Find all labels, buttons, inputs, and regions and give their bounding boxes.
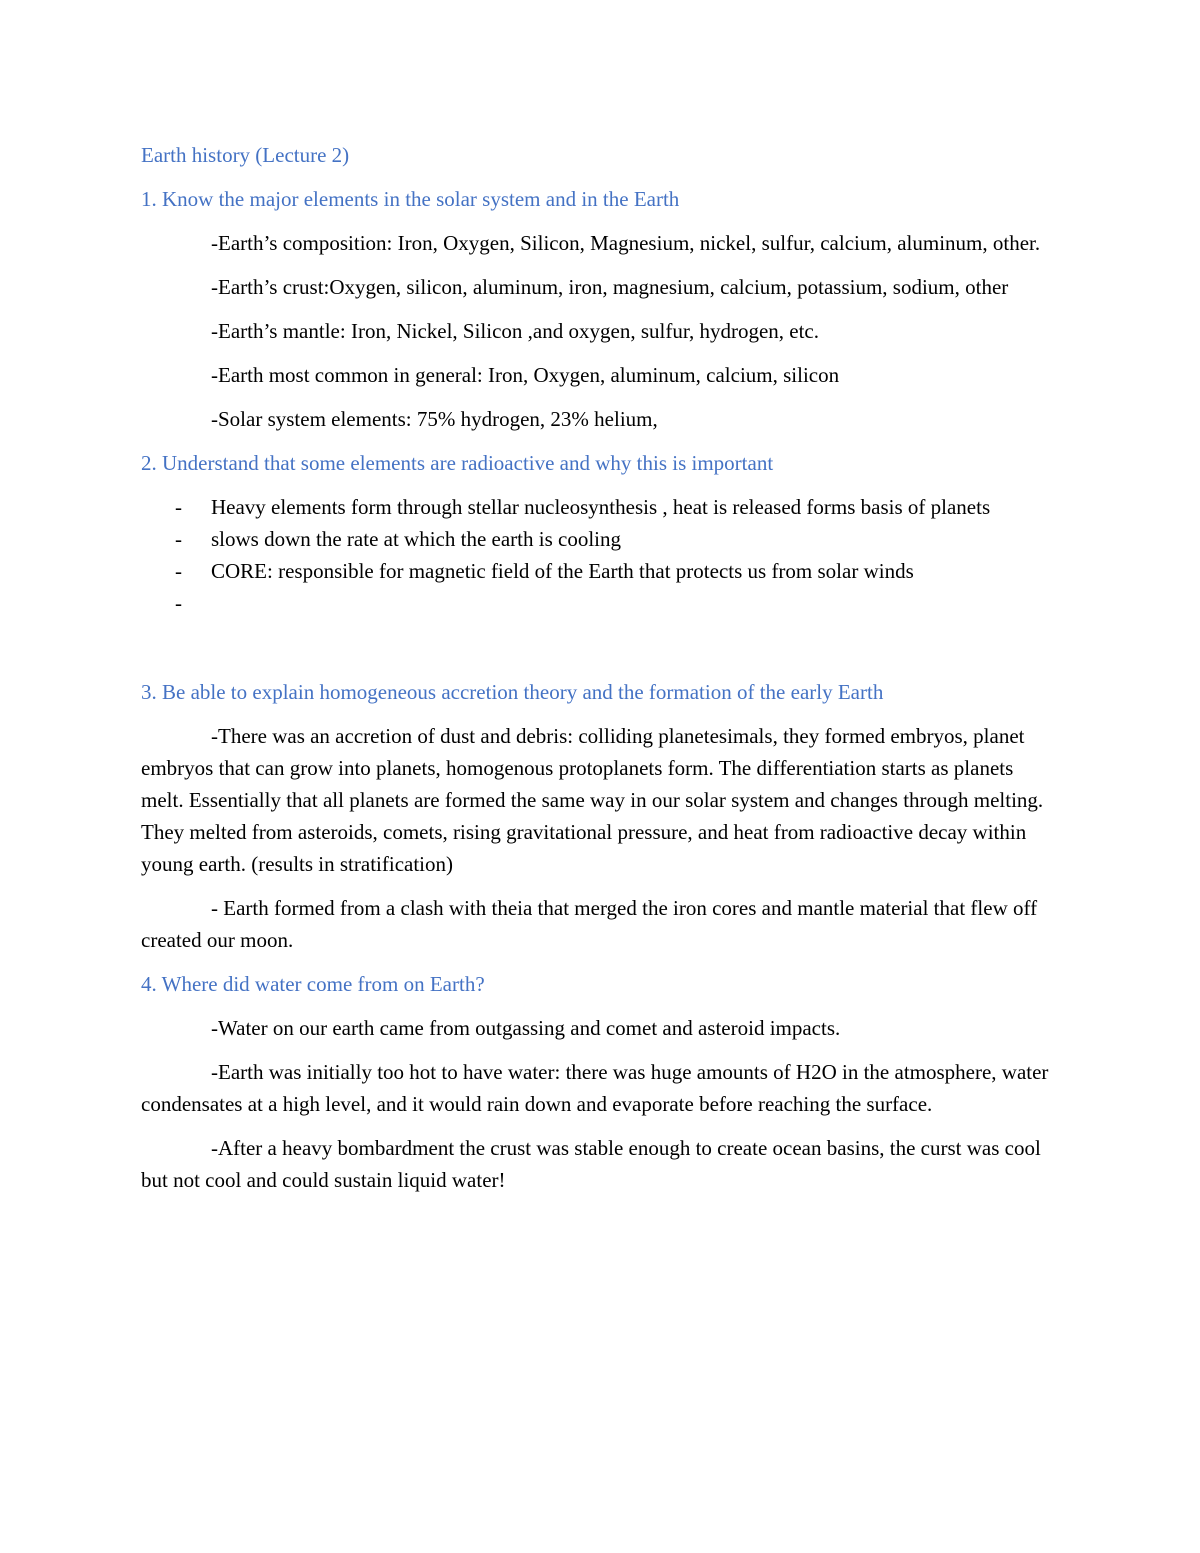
section-heading: 2. Understand that some elements are radioactive and why this is important <box>141 451 774 475</box>
list-item <box>141 555 1061 587</box>
document-content <box>141 139 1061 1208</box>
dash-bullet: - <box>175 495 182 519</box>
spacer <box>141 619 1061 676</box>
section-4 <box>141 968 1061 1196</box>
paragraph: - Earth formed from a clash with theia that merged the iron cores and mantle material that flew off created our moon. <box>141 896 1038 952</box>
paragraph: -Earth’s crust:Oxygen, silicon, aluminum, iron, magnesium, calcium, potassium, sodium, other <box>211 275 1009 299</box>
paragraph: -Earth was initially too hot to have water: there was huge amounts of H2O in the atmosphere, water condensates at a high level, and it would rain down and evaporate before reaching the surface. <box>141 1060 1049 1116</box>
section-heading: 4. Where did water come from on Earth? <box>141 972 485 996</box>
list-item <box>141 491 1061 523</box>
paragraph: -There was an accretion of dust and debris: colliding planetesimals, they formed embryos, planet embryos that can grow into planets, homogenous protoplanets form. The differentiation starts as planets melt. Essentially that all planets are formed the same way in our solar system and changes through melting. They melted from asteroids, comets, rising gravitational pressure, and heat from radioactive decay within young earth. (results in stratification) <box>141 724 1044 876</box>
list-item <box>141 523 1061 555</box>
dash-bullet: - <box>175 591 182 615</box>
paragraph: -After a heavy bombardment the crust was stable enough to create ocean basins, the curst was cool but not cool and could sustain liquid water! <box>141 1136 1041 1192</box>
paragraph: -Water on our earth came from outgassing and comet and asteroid impacts. <box>211 1016 841 1040</box>
section-heading: 1. Know the major elements in the solar system and in the Earth <box>141 187 680 211</box>
paragraph: -Solar system elements: 75% hydrogen, 23% helium, <box>211 407 658 431</box>
document-title: Earth history (Lecture 2) <box>141 143 350 167</box>
paragraph: -Earth most common in general: Iron, Oxygen, aluminum, calcium, silicon <box>211 363 840 387</box>
list-item <box>141 587 1061 619</box>
dash-bullet: - <box>175 527 182 551</box>
section-3 <box>141 676 1061 956</box>
list-item-text: CORE: responsible for magnetic field of the Earth that protects us from solar winds <box>211 559 914 583</box>
list-item-text: Heavy elements form through stellar nucleosynthesis , heat is released forms basis of planets <box>211 495 991 519</box>
paragraph: -Earth’s mantle: Iron, Nickel, Silicon ,and oxygen, sulfur, hydrogen, etc. <box>211 319 820 343</box>
dash-bullet: - <box>175 559 182 583</box>
section-1 <box>141 183 1061 435</box>
section-2 <box>141 447 1061 676</box>
paragraph: -Earth’s composition: Iron, Oxygen, Silicon, Magnesium, nickel, sulfur, calcium, aluminum, other. <box>211 231 1041 255</box>
bullet-list <box>141 491 1061 619</box>
list-item-text: slows down the rate at which the earth is cooling <box>211 527 621 551</box>
section-heading: 3. Be able to explain homogeneous accretion theory and the formation of the early Earth <box>141 680 884 704</box>
